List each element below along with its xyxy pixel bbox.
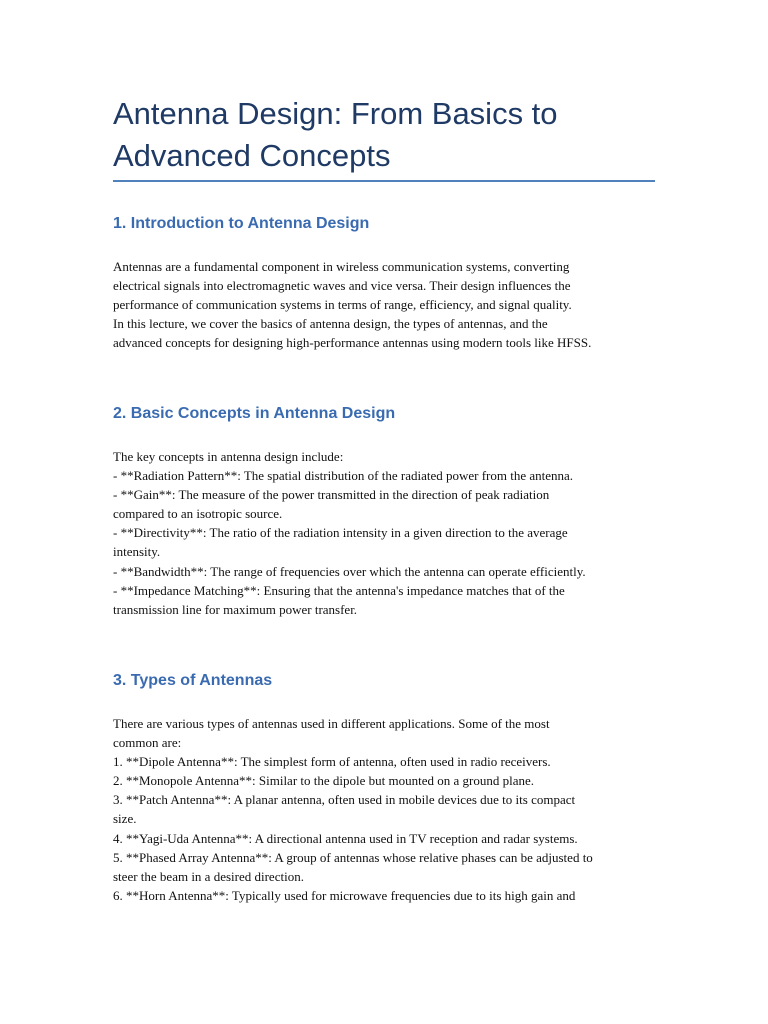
text-line: - **Gain**: The measure of the power transmitted in the direction of peak radiation: [113, 487, 550, 503]
text-line: In this lecture, we cover the basics of antenna design, the types of antennas, and the: [113, 316, 548, 332]
text-line: - **Radiation Pattern**: The spatial distribution of the radiated power from the antenna.: [113, 468, 574, 484]
title-line: Antenna Design: From Basics to: [113, 96, 558, 131]
text-line: common are:: [113, 735, 182, 751]
text-line: - **Impedance Matching**: Ensuring that the antenna's impedance matches that of the: [113, 582, 565, 598]
text-line: - **Directivity**: The ratio of the radiation intensity in a given direction to the average: [113, 525, 568, 541]
section-heading-types-of-antennas: 3. Types of Antennas: [113, 672, 273, 689]
text-line: 1. **Dipole Antenna**: The simplest form of antenna, often used in radio receivers.: [113, 754, 551, 770]
text-line: size.: [113, 811, 137, 827]
text-line: 2. **Monopole Antenna**: Similar to the dipole but mounted on a ground plane.: [113, 773, 534, 789]
title-line: Advanced Concepts: [113, 138, 391, 173]
section-heading-introduction: 1. Introduction to Antenna Design: [113, 215, 370, 232]
text-line: Antennas are a fundamental component in wireless communication systems, converting: [113, 259, 570, 274]
section-heading-basic-concepts: 2. Basic Concepts in Antenna Design: [113, 405, 396, 422]
text-line: transmission line for maximum power transfer.: [113, 601, 358, 617]
title-underline-rule: [113, 180, 655, 182]
section-body-introduction: [113, 257, 658, 352]
document-title: [113, 93, 673, 177]
text-line: 4. **Yagi-Uda Antenna**: A directional antenna used in TV reception and radar systems.: [113, 830, 578, 846]
text-line: The key concepts in antenna design include:: [113, 449, 344, 464]
text-line: 5. **Phased Array Antenna**: A group of antennas whose relative phases can be adjusted to: [113, 849, 593, 865]
section-body-types-of-antennas: [113, 714, 658, 905]
text-line: 3. **Patch Antenna**: A planar antenna, often used in mobile devices due to its compact: [113, 792, 576, 808]
section-body-basic-concepts: [113, 447, 658, 619]
text-line: 6. **Horn Antenna**: Typically used for microwave frequencies due to its high gain and: [113, 887, 576, 903]
text-line: There are various types of antennas used in different applications. Some of the most: [113, 716, 550, 731]
text-line: steer the beam in a desired direction.: [113, 868, 304, 884]
text-line: electrical signals into electromagnetic waves and vice versa. Their design influences the: [113, 278, 571, 294]
text-line: advanced concepts for designing high-performance antennas using modern tools like HFSS.: [113, 335, 592, 351]
text-line: compared to an isotropic source.: [113, 506, 283, 522]
text-line: performance of communication systems in terms of range, efficiency, and signal quality.: [113, 297, 572, 313]
text-line: - **Bandwidth**: The range of frequencies over which the antenna can operate efficiently.: [113, 563, 586, 579]
text-line: intensity.: [113, 544, 161, 560]
